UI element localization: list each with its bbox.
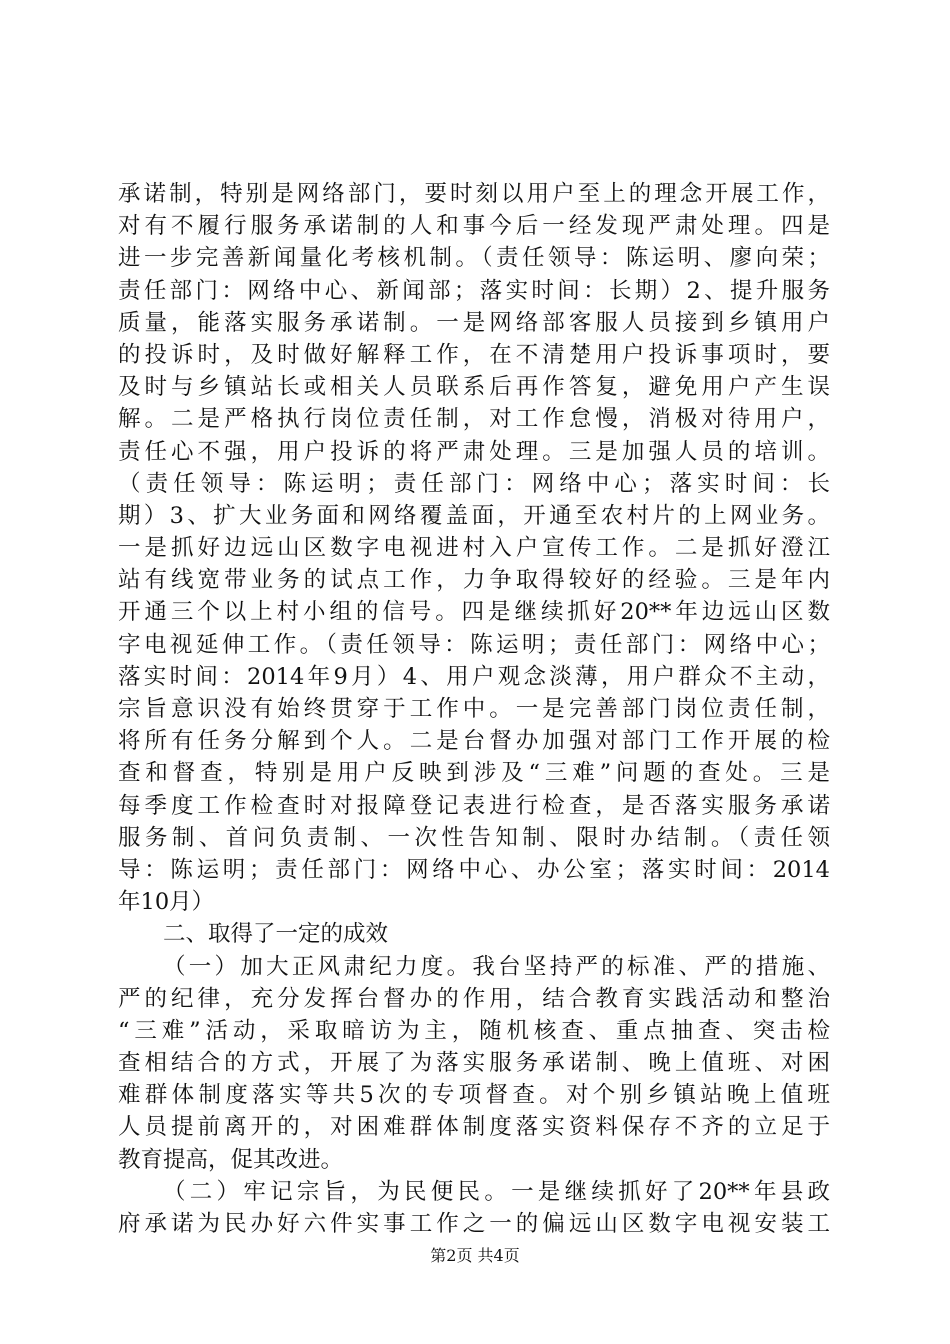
text-line: 责任部门：网络中心、新闻部；落实时间：长期）2、提升服务 — [118, 277, 830, 304]
text-line: 难群体制度落实等共5次的专项督查。对个别乡镇站晚上值班 — [118, 1082, 830, 1109]
text-line: 年10月） — [118, 889, 215, 916]
text-line: 落实时间：2014年9月）4、用户观念淡薄，用户群众不主动， — [118, 663, 830, 690]
text-line: 解。二是严格执行岗位责任制，对工作怠慢，消极对待用户， — [118, 406, 830, 433]
text-line: 导：陈运明；责任部门：网络中心、办公室；落实时间：2014 — [118, 856, 830, 883]
text-line: 一是抓好边远山区数字电视进村入户宣传工作。二是抓好澄江 — [118, 535, 830, 562]
text-line: 严的纪律，充分发挥台督办的作用，结合教育实践活动和整治 — [118, 985, 830, 1012]
section-heading: 二、取得了一定的成效 — [163, 921, 389, 948]
text-line: 承诺制，特别是网络部门，要时刻以用户至上的理念开展工作， — [118, 181, 830, 207]
text-line: 查相结合的方式，开展了为落实服务承诺制、晚上值班、对困 — [118, 1050, 830, 1077]
text-line: 府承诺为民办好六件实事工作之一的偏远山区数字电视安装工 — [118, 1211, 830, 1237]
body-text — [118, 178, 830, 1240]
text-line: 开通三个以上村小组的信号。四是继续抓好20**年边远山区数 — [118, 599, 830, 626]
text-line: （二）牢记宗旨，为民便民。一是继续抓好了20**年县政 — [163, 1178, 830, 1205]
text-line: 对有不履行服务承诺制的人和事今后一经发现严肃处理。四是 — [118, 213, 830, 240]
text-line: 进一步完善新闻量化考核机制。（责任领导：陈运明、廖向荣； — [118, 245, 830, 272]
text-line: 查和督查，特别是用户反映到涉及“三难”问题的查处。三是 — [118, 760, 830, 787]
text-line: 站有线宽带业务的试点工作，力争取得较好的经验。三是年内 — [118, 567, 830, 594]
text-line: 字电视延伸工作。（责任领导：陈运明；责任部门：网络中心； — [118, 631, 830, 658]
page-footer — [0, 1243, 950, 1266]
text-line: 服务制、首问负责制、一次性告知制、限时办结制。（责任领 — [118, 824, 830, 851]
text-line: “三难”活动，采取暗访为主，随机核查、重点抽查、突击检 — [118, 1017, 830, 1044]
page-number: 第2页 共4页 — [430, 1246, 520, 1265]
text-line: 人员提前离开的，对困难群体制度落实资料保存不齐的立足于 — [118, 1114, 830, 1141]
text-line: 及时与乡镇站长或相关人员联系后再作答复，避免用户产生误 — [118, 374, 830, 401]
text-line: 宗旨意识没有始终贯穿于工作中。一是完善部门岗位责任制， — [118, 696, 830, 722]
text-line: 期）3、扩大业务面和网络覆盖面，开通至农村片的上网业务。 — [118, 502, 830, 529]
text-line: 将所有任务分解到个人。二是台督办加强对部门工作开展的检 — [118, 728, 830, 755]
text-line: 责任心不强，用户投诉的将严肃处理。三是加强人员的培训。 — [118, 438, 830, 465]
text-line: 质量，能落实服务承诺制。一是网络部客服人员接到乡镇用户 — [118, 309, 830, 336]
text-line: 的投诉时，及时做好解释工作，在不清楚用户投诉事项时，要 — [118, 341, 830, 368]
text-line: 教育提高，促其改进。 — [118, 1146, 344, 1173]
text-line: （一）加大正风肃纪力度。我台坚持严的标准、严的措施、 — [163, 953, 830, 980]
text-line: 每季度工作检查时对报障登记表进行检查，是否落实服务承诺 — [118, 792, 830, 819]
text-line: （责任领导：陈运明；责任部门：网络中心；落实时间：长 — [118, 470, 830, 497]
